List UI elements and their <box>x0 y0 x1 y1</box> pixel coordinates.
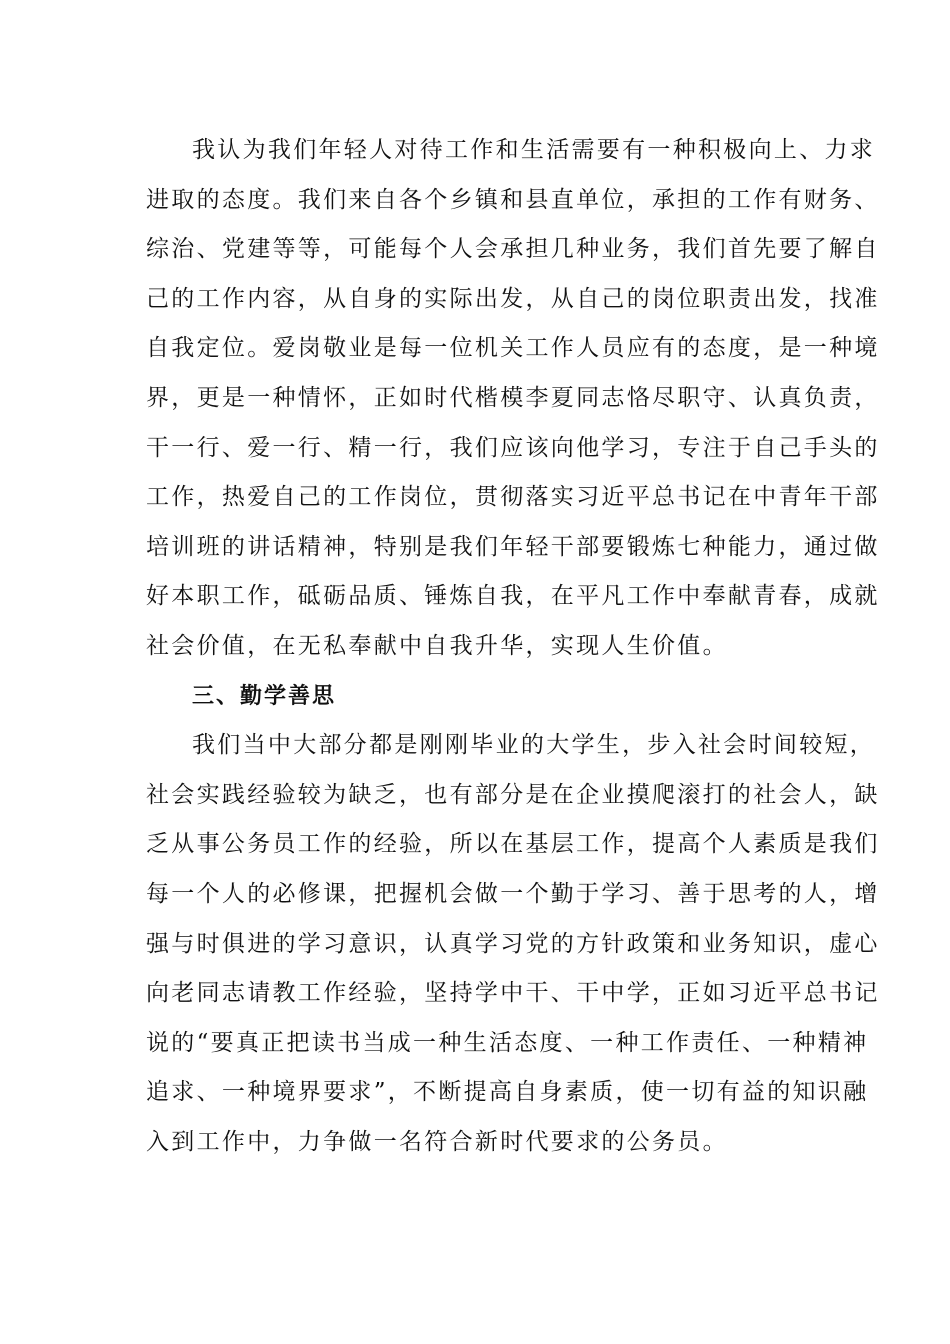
text-line: 每一个人的必修课，把握机会做一个勤于学习、善于思考的人，增 <box>146 880 880 907</box>
text-line: 乏从事公务员工作的经验，所以在基层工作，提高个人素质是我们 <box>146 831 880 858</box>
text-line: 自我定位。爱岗敬业是每一位机关工作人员应有的态度，是一种境 <box>146 335 880 362</box>
paragraph-work-attitude <box>146 126 880 672</box>
text-line: 入到工作中，力争做一名符合新时代要求的公务员。 <box>146 1128 728 1155</box>
text-line: 向老同志请教工作经验，坚持学中干、干中学，正如习近平总书记 <box>146 980 880 1007</box>
text-line: 说的“要真正把读书当成一种生活态度、一种工作责任、一种精神 <box>146 1029 869 1056</box>
document-page <box>146 126 880 1167</box>
text-line: 我认为我们年轻人对待工作和生活需要有一种积极向上、力求 <box>192 137 876 163</box>
text-line: 好本职工作，砥砺品质、锤炼自我，在平凡工作中奉献青春，成就 <box>146 583 880 610</box>
text-line: 强与时俱进的学习意识，认真学习党的方针政策和业务知识，虚心 <box>146 930 880 957</box>
text-line: 界，更是一种情怀，正如时代楷模李夏同志恪尽职守、认真负责， <box>146 384 880 411</box>
text-line: 我们当中大部分都是刚刚毕业的大学生，步入社会时间较短， <box>192 732 876 759</box>
text-line: 综治、党建等等，可能每个人会承担几种业务，我们首先要了解自 <box>146 236 880 263</box>
text-line: 己的工作内容，从自身的实际出发，从自己的岗位职责出发，找准 <box>146 285 880 312</box>
text-line: 追求、一种境界要求”，不断提高自身素质，使一切有益的知识融 <box>146 1079 869 1106</box>
text-line: 进取的态度。我们来自各个乡镇和县直单位，承担的工作有财务、 <box>146 186 880 213</box>
text-line: 社会价值，在无私奉献中自我升华，实现人生价值。 <box>146 632 728 659</box>
text-line: 培训班的讲话精神，特别是我们年轻干部要锻炼七种能力，通过做 <box>146 533 880 560</box>
section-heading: 三、勤学善思 <box>192 683 337 709</box>
text-line: 社会实践经验较为缺乏，也有部分是在企业摸爬滚打的社会人，缺 <box>146 781 880 808</box>
text-line: 干一行、爱一行、精一行，我们应该向他学习，专注于自己手头的 <box>146 434 880 461</box>
paragraph-study-think <box>146 721 880 1167</box>
text-line: 工作，热爱自己的工作岗位，贯彻落实习近平总书记在中青年干部 <box>146 484 880 511</box>
